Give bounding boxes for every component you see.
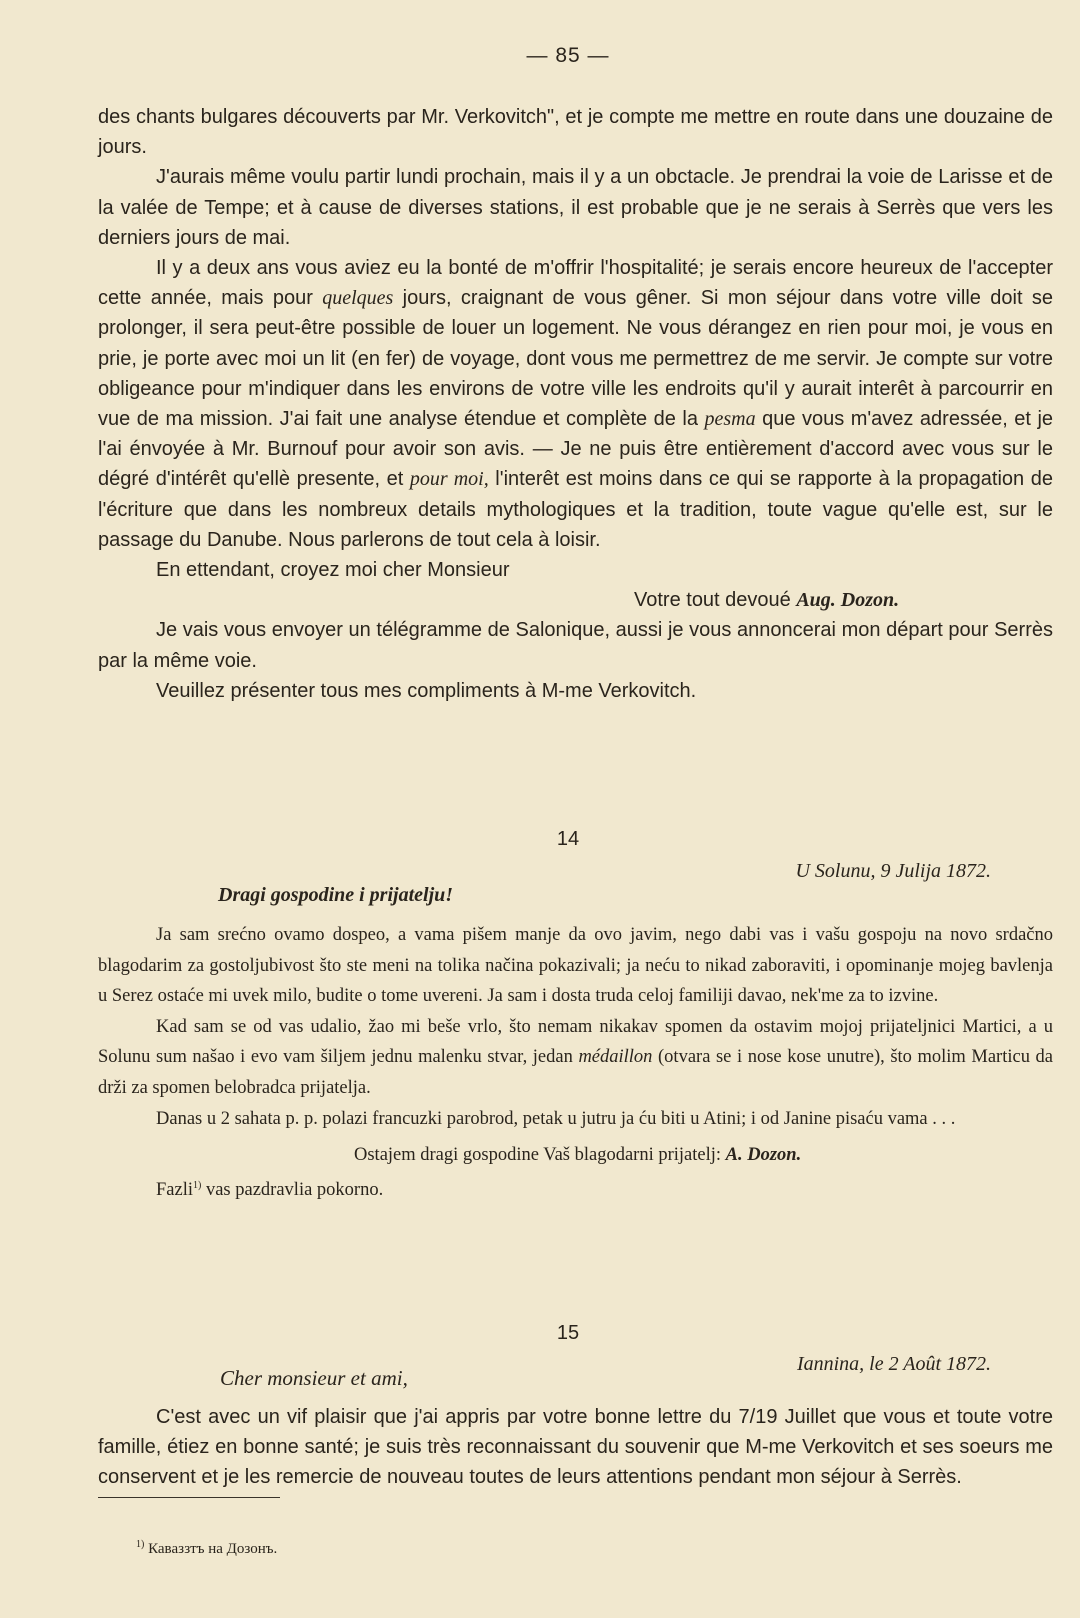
paragraph: des chants bulgares découverts par Mr. Verkovitch", et je compte me mettre en route dans une douzaine de jours. <box>98 106 1053 159</box>
paragraph: C'est avec un vif plaisir que j'ai appris par votre bonne lettre du 7/19 Juillet que vous et toute votre famille, étiez en bonne santé; je suis très reconnaissant du souvenir que M-me Verkovitch et ses soeurs me conservent et je les remercie de nouveau toutes de leurs attentions pendant mon séjour à Serrès. <box>98 1406 1053 1489</box>
letter-number: 15 <box>556 1322 580 1344</box>
paragraph: J'aurais même voulu partir lundi prochain, mais il y a un obctacle. Je prendrai la voie de Larisse et de la valée de Tempe; et à cause de diverses stations, il est probable que je ne serais à Serrès que vers les derniers jours de mai. <box>98 166 1053 249</box>
page-number: — 85 — <box>526 44 610 67</box>
salutation: Cher monsieur et ami, <box>220 1366 408 1390</box>
paragraph: Kad sam se od vas udalio, žao mi beše vrlo, što nemam nikakav spomen da ostavim mojoj prijateljnici Martici, a u Solunu sum našao i evo vam šiljem jednu malenku stvar, jedan médaillon (otvara se i nose kose unutre), što molim Marticu da drži za spomen belobradca prijatelja. <box>98 1016 1053 1098</box>
letter-15-body <box>98 1402 1053 1493</box>
signature: A. Dozon. <box>725 1145 802 1166</box>
paragraph: En ettendant, croyez moi cher Monsieur <box>156 559 510 582</box>
signature: Aug. Dozon. <box>796 589 900 612</box>
footnote-rule <box>98 1497 280 1498</box>
closing-line: Ostajem dragi gospodine Vaš blagodarni prijatelj: A. Dozon. <box>354 1145 802 1166</box>
postscript: Veuillez présenter tous mes compliments à M-me Verkovitch. <box>156 679 697 702</box>
paragraph: Ja sam srećno ovamo dospeo, a vama pišem manje da ovo javim, nego dabi vas i vašu gospoju na novo srdačno blagodarim za gostoljubivost što ste meni na tolika načina pokazivali; ja neću to nikad zaboraviti, i opominanje mojeg bavlenja u Serez ostaće mi uvek milo, budite o tome uvereni. Ja sam i dosta truda celoj familiji davao, nek'me za to izvine. <box>98 925 1053 1007</box>
salutation: Dragi gospodine i prijatelju! <box>218 884 454 906</box>
closing-line: Votre tout devoué Aug. Dozon. <box>634 589 900 612</box>
paragraph: Il y a deux ans vous aviez eu la bonté de m'offrir l'hospitalité; je serais encore heureux de l'accepter cette année, mais pour quelques jours, craignant de vous gêner. Si mon séjour dans votre ville doit se prolonger, il sera peut-être possible de louer un logement. Ne vous dérangez en rien pour moi, je vous en prie, je porte avec moi un lit (en fer) de voyage, dont vous me permettrez de me servir. Je compte sur votre obligeance pour m'indiquer dans les environs de votre ville les endroits qu'il y aurait interêt à parcourrir en vue de ma mission. J'ai fait une analyse étendue et complète de la pesma que vous m'avez adressée, et je l'ai énvoyée à Mr. Burnouf pour avoir son avis. — Je ne puis être entièrement d'accord avec vous sur le dégré d'intérêt qu'ellè presente, et pour moi, l'interêt est moins dans ce qui se rapporte à la propagation de l'écriture que dans les nombreux details mythologiques et la tradition, toute vague qu'elle est, sur le passage du Danube. Nous parlerons de tout cela à loisir. <box>98 257 1054 551</box>
place-date: Iannina, le 2 Août 1872. <box>796 1353 991 1375</box>
letter-number: 14 <box>556 828 580 850</box>
postscript: Je vais vous envoyer un télégramme de Salonique, aussi je vous annoncerai mon départ pour Serrès par la même voie. <box>98 619 1053 672</box>
letter-14-body <box>98 920 1053 1206</box>
footnote: $^{1)}$ Каваззтъ на Дозонъ. <box>136 1539 278 1557</box>
postscript: Fazli$^{1)}$ vas pazdravlia pokorno. <box>156 1179 384 1200</box>
paragraph: Danas u 2 sahata p. p. polazi francuzki parobrod, petak u jutru ja ću biti u Atini; i od Janine pisaću vama . . . <box>156 1108 956 1129</box>
letter-13-body <box>98 102 1053 706</box>
place-date: U Solunu, 9 Julija 1872. <box>795 860 991 882</box>
